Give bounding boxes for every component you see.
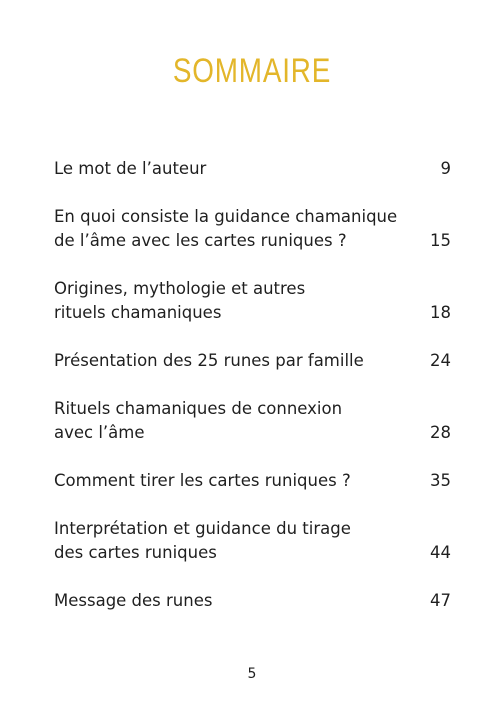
toc-entry-page: 18 — [430, 303, 451, 322]
toc-entry-shamanic-guidance[interactable] — [54, 205, 451, 253]
toc-entry-title: En quoi consiste la guidance chamanique de l’âme avec les cartes runiques ? — [54, 207, 398, 250]
toc-entry-page: 44 — [430, 543, 451, 562]
toc-entry-connection-rituals[interactable] — [54, 397, 451, 445]
toc-entry-origins-mythology[interactable] — [54, 277, 451, 325]
toc-entry-title: Interprétation et guidance du tirage des cartes runiques — [54, 519, 351, 562]
toc-entry-title: Présentation des 25 runes par famille — [54, 351, 364, 370]
toc-entry-page: 15 — [430, 231, 451, 250]
toc-entry-title: Message des runes — [54, 591, 213, 610]
toc-entry-title: Rituels chamaniques de connexion avec l’âme — [54, 399, 343, 442]
page-number: 5 — [247, 666, 257, 682]
toc-entry-draw-cards[interactable] — [54, 469, 451, 493]
toc-entry-page: 24 — [430, 351, 451, 370]
toc-entry-page: 9 — [440, 159, 451, 178]
page-title: SOMMAIRE — [172, 52, 332, 90]
toc-entry-page: 35 — [430, 471, 451, 490]
toc-entry-interpretation[interactable] — [54, 517, 451, 565]
toc-entry-page: 47 — [430, 591, 451, 610]
toc-entry-title: Origines, mythologie et autres rituels chamaniques — [54, 279, 306, 322]
toc-entry-title: Le mot de l’auteur — [54, 159, 207, 178]
toc-entry-title: Comment tirer les cartes runiques ? — [54, 471, 351, 490]
toc-entry-page: 28 — [430, 423, 451, 442]
toc-entry-author-word[interactable] — [54, 157, 451, 181]
toc-entry-runes-message[interactable] — [54, 589, 451, 613]
toc-entry-runes-presentation[interactable] — [54, 349, 451, 373]
